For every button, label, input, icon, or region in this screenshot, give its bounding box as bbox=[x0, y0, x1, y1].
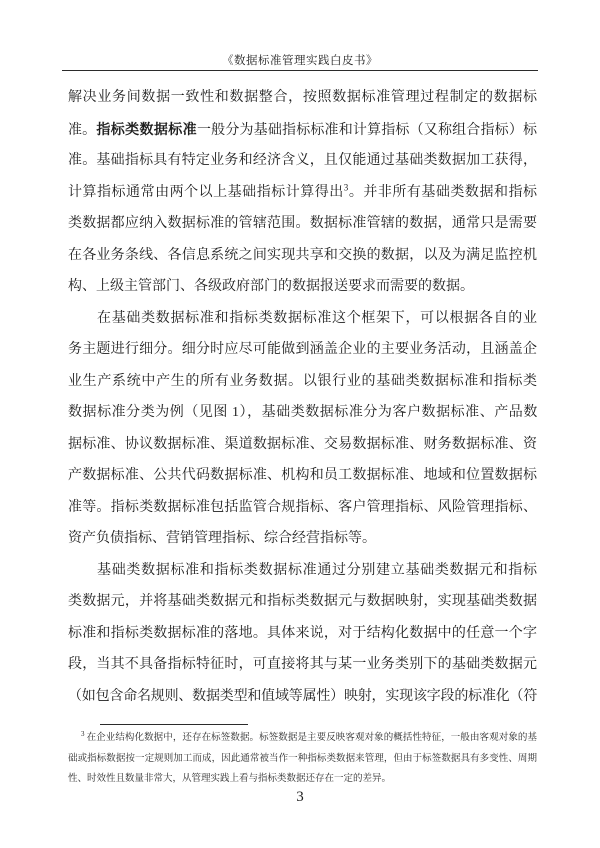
body-line: 准等。指标类数据标准包括监管合规指标、客户管理指标、风险管理指标、 bbox=[68, 499, 537, 515]
body-line: 数据标准分类为例（见图 1），基础类数据标准分为客户数据标准、产品数 bbox=[68, 405, 537, 420]
footnote-ref-marker: 3 bbox=[343, 181, 349, 192]
body-line: 类数据都应纳入数据标准的管辖范围。数据标准管辖的数据，通常只是需要 bbox=[68, 216, 537, 231]
body-text: 。并非所有基础类数据和指标 bbox=[348, 184, 537, 200]
page-number: 3 bbox=[296, 789, 304, 805]
footnote-line: 性、时效性且数量非常大，从管理实践上看与指标类数据还存在一定的差异。 bbox=[68, 774, 392, 784]
footnote-text: 在企业结构化数据中，还存在标签数据。标签数据是主要反映客观对象的概括性特征，一般由客观对象的基 bbox=[86, 733, 537, 743]
body-line: 资产负债指标、营销管理指标、综合经营指标等。 bbox=[68, 531, 376, 546]
footnote-number: 3 bbox=[81, 729, 85, 738]
body-line: 务主题进行细分。细分时应尽可能做到涵盖企业的主要业务活动，且涵盖企 bbox=[68, 342, 537, 357]
body-line bbox=[68, 177, 537, 209]
body-text-block bbox=[68, 82, 537, 712]
body-line bbox=[68, 114, 537, 146]
body-line: 业生产系统中产生的所有业务数据。以银行业的基础类数据标准和指标类 bbox=[68, 373, 537, 389]
footnote-block bbox=[68, 728, 537, 790]
body-line: 基础类数据标准和指标类数据标准通过分别建立基础类数据元和指标 bbox=[97, 562, 537, 578]
body-line: 产数据标准、公共代码数据标准、机构和员工数据标准、地域和位置数据标 bbox=[68, 468, 537, 483]
footnote-separator bbox=[100, 724, 248, 725]
body-text: 准。 bbox=[68, 122, 97, 138]
footnote-line: 础或指标数据按一定规则加工而成，因此通常被当作一种指标类数据来管理，但由于标签数据具有多变性、周期 bbox=[68, 753, 537, 764]
body-line: 据标准、协议数据标准、渠道数据标准、交易数据标准、财务数据标准、资 bbox=[68, 436, 537, 452]
bold-term: 指标类数据标准 bbox=[96, 120, 197, 137]
body-line: 在各业务条线、各信息系统之间实现共享和交换的数据，以及为满足监控机 bbox=[68, 247, 537, 263]
body-line: 构、上级主管部门、各级政府部门的数据报送要求而需要的数据。 bbox=[68, 279, 474, 294]
body-line: 准。基础指标具有特定业务和经济含义，且仅能通过基础类数据加工获得， bbox=[68, 153, 537, 168]
body-line: （如包含命名规则、数据类型和值域等属性）映射，实现该字段的标准化（符 bbox=[68, 688, 537, 704]
body-line: 段，当其不具备指标特征时，可直接将其与某一业务类别下的基础类数据元 bbox=[68, 657, 537, 672]
body-line: 类数据元，并将基础类数据元和指标类数据元与数据映射，实现基础类数据 bbox=[68, 594, 537, 609]
body-text: 一般分为基础指标标准和计算指标（又称组合指标）标 bbox=[196, 122, 538, 138]
body-line: 解决业务间数据一致性和数据整合，按照数据标准管理过程制定的数据标 bbox=[68, 90, 537, 105]
body-line: 标准和指标类数据标准的落地。具体来说，对于结构化数据中的任意一个字 bbox=[68, 625, 537, 641]
body-line: 在基础类数据标准和指标类数据标准这个框架下，可以根据各自的业 bbox=[97, 310, 537, 326]
body-text: 计算指标通常由两个以上基础指标计算得出 bbox=[68, 184, 344, 200]
running-header-title: 《数据标准管理实践白皮书》 bbox=[222, 55, 378, 67]
header-divider bbox=[62, 70, 538, 71]
footnote-line bbox=[68, 728, 537, 749]
